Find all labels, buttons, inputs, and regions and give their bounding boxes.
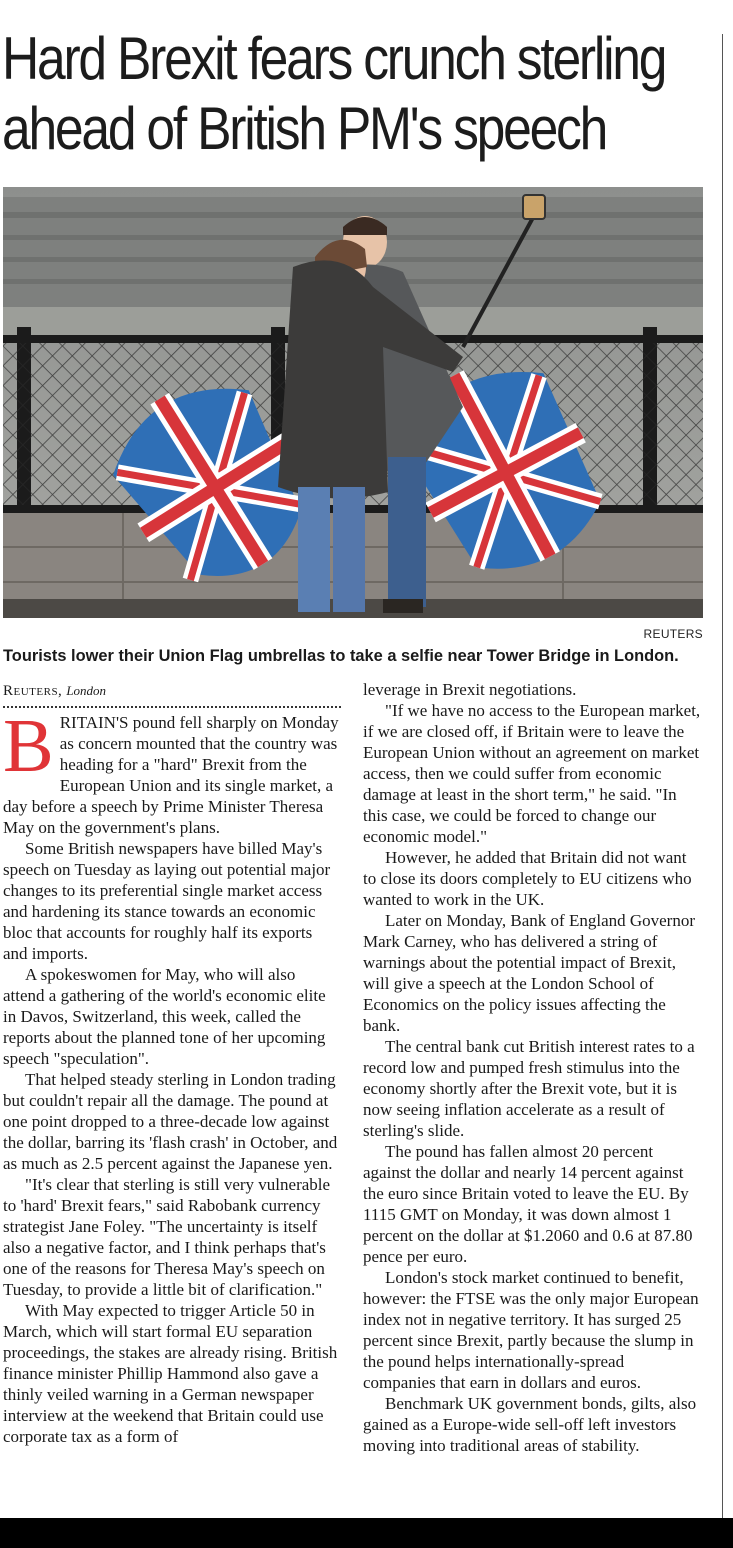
news-photo [3, 187, 703, 618]
article-column-left [3, 680, 341, 1447]
byline [3, 680, 341, 702]
tourists-selfie-illustration [3, 187, 703, 618]
paragraph-11: The pound has fallen almost 20 percent against the dollar and nearly 14 percent against the euro since Britain voted to leave the EU. By 1115 GMT on Monday, it was down almost 1 percent on the dollar at $1.2060 and 0.6 at 87.80 pence per euro. [363, 1142, 693, 1266]
column-rule [722, 34, 723, 1518]
paragraph-7: "If we have no access to the European market, if we are closed off, if Britain were to leave the European Union without an agreement on market access, then we could suffer from economic damage at least in the short term," he said. "In this case, we could be forced to change our economic model." [363, 701, 701, 846]
paragraph-5: "It's clear that sterling is still very vulnerable to 'hard' Brexit fears," said Rabobank currency strategist Jane Foley. "The uncertainty is itself also a negative factor, and I think perhaps that's one of the reasons for Theresa May's speech on Tuesday, to provide a little bit of clarification." [3, 1175, 331, 1299]
paragraph-1: pound fell sharply on Monday as concern mounted that the country was heading for a "hard" Brexit from the European Union and its single market, a day before a speech by Prime Minister Theresa May on the government's plans. [3, 713, 339, 837]
paragraph-6-continued: leverage in Brexit negotiations. [363, 680, 577, 699]
lead-paragraph [3, 704, 341, 838]
headline-line-2: ahead of British PM's speech [2, 95, 607, 162]
lead-start: RITAIN'S [59, 713, 129, 732]
paragraph-10: The central bank cut British interest rates to a record low and pumped fresh stimulus into the economy shortly after the Brexit vote, but it is now seeing inflation accelerate as a result of sterling's slide. [363, 1037, 695, 1140]
photo-caption: Tourists lower their Union Flag umbrellas to take a selfie near Tower Bridge in London. [3, 646, 679, 665]
paragraph-3: A spokeswomen for May, who will also attend a gathering of the world's economic elite in Davos, Switzerland, this week, called the reports about the planned tone of her upcoming speech "speculation". [3, 965, 326, 1068]
photo-credit: REUTERS [643, 627, 703, 641]
paragraph-12: London's stock market continued to benefit, however: the FTSE was the only major European index not in negative territory. It has surged 25 percent since Brexit, partly because the slump in the pound helps internationally-spread companies that earn in dollars and euros. [363, 1268, 699, 1392]
headline [2, 24, 666, 164]
paragraph-13: Benchmark UK government bonds, gilts, also gained as a Europe-wide sell-off left investors moving into traditional areas of stability. [363, 1394, 697, 1455]
paragraph-4: That helped steady sterling in London trading but couldn't repair all the damage. The pound at one point dropped to a three-decade low against the dollar, barring its 'flash crash' in October, and as much as 2.5 percent against the Japanese yen. [3, 1070, 338, 1173]
byline-agency: Reuters, [3, 683, 63, 699]
article-column-right [363, 679, 701, 1456]
paragraph-8: However, he added that Britain did not want to close its doors completely to EU citizens who wanted to work in the UK. [363, 848, 692, 909]
paragraph-6: With May expected to trigger Article 50 in March, which will start formal EU separation proceedings, the stakes are already rising. British finance minister Phillip Hammond also gave a thinly veiled warning in a German newspaper interview at the weekend that Britain could use corporate tax as a form of [3, 1301, 338, 1446]
drop-cap: B [3, 704, 54, 788]
paragraph-2: Some British newspapers have billed May's speech on Tuesday as laying out potential major changes to its preferential single market access and hardening its stance towards an economic bloc that accounts for roughly half its exports and imports. [3, 839, 331, 963]
paragraph-9: Later on Monday, Bank of England Governor Mark Carney, who has delivered a string of warnings about the potential impact of Brexit, will give a speech at the London School of Economics on the policy issues affecting the bank. [363, 911, 696, 1035]
byline-location: London [66, 683, 107, 698]
headline-line-1: Hard Brexit fears crunch sterling [2, 25, 666, 92]
bottom-black-bar [0, 1518, 733, 1548]
